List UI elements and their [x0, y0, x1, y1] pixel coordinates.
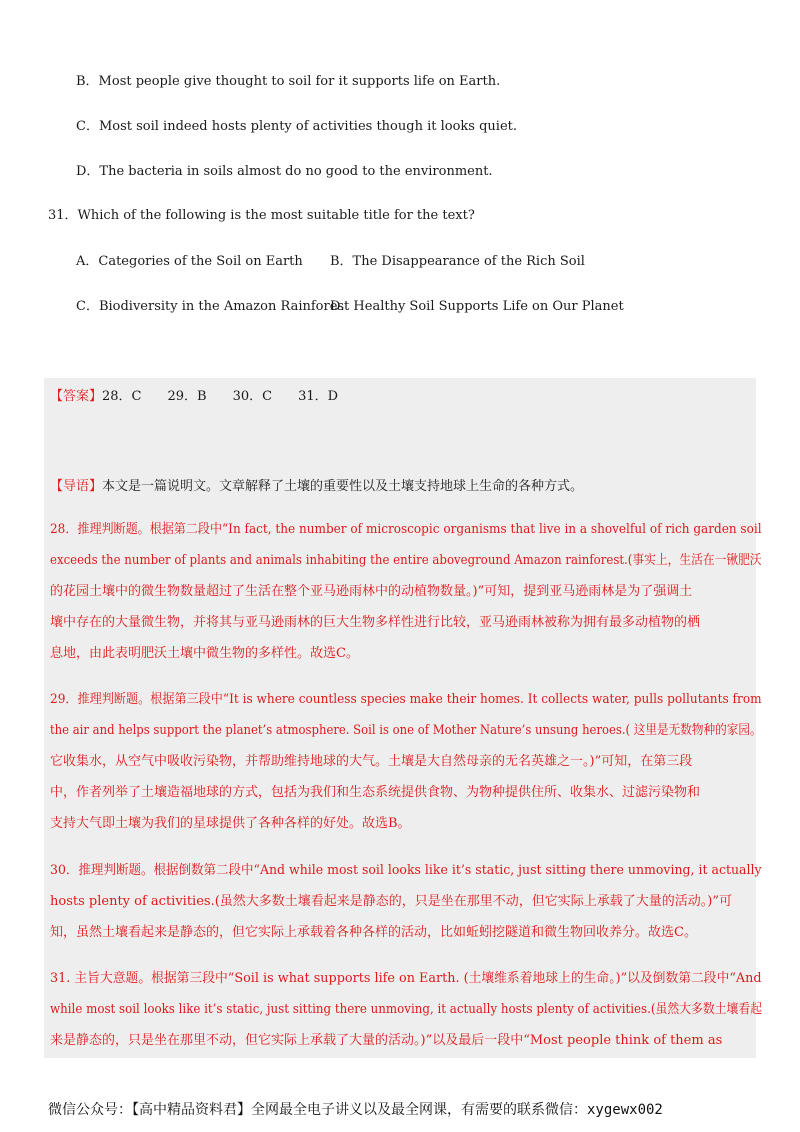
guide-tag: 【导语】 — [50, 479, 103, 494]
explanation-line: 的花园土壤中的微生物数量超过了生活在整个亚马逊雨林中的动植物数量。)”可知，提到亚马逊雨林是为了强调土 — [50, 584, 693, 599]
answer-31: 31．D — [298, 389, 339, 404]
q31-option-a: A．Categories of the Soil on Earth — [76, 254, 303, 269]
q30-option-b: B．Most people give thought to soil for it supports life on Earth. — [76, 74, 501, 89]
explanation-line: 它收集水，从空气中吸收污染物，并帮助维持地球的大气。土壤是大自然母亲的无名英雄之一。)”可知，在第三段 — [50, 754, 693, 769]
footer-text: 微信公众号：【高中精品资料君】全网最全电子讲义以及最全网课，有需要的联系微信： — [48, 1102, 587, 1118]
explanation-line: 壤中存在的大量微生物，并将其与亚马逊雨林的巨大生物多样性进行比较，亚马逊雨林被称为拥有最多动植物的栖 — [50, 615, 701, 630]
guide-text: 本文是一篇说明文。文章解释了土壤的重要性以及土壤支持地球上生命的各种方式。 — [102, 479, 584, 494]
explanation-line: 30．推理判断题。根据倒数第二段中“And while most soil looks like it’s static, just sitting there unmoving, it actually — [50, 863, 762, 878]
explanation-line: 中，作者列举了土壤造福地球的方式，包括为我们和生态系统提供食物、为物种提供住所、收集水、过滤污染物和 — [50, 785, 701, 800]
q31-option-c: C．Biodiversity in the Amazon Rainforest — [76, 299, 350, 314]
q31-stem: 31．Which of the following is the most suitable title for the text? — [48, 208, 475, 223]
explanation-line: 28．推理判断题。根据第二段中“In fact, the number of microscopic organisms that live in a shovelful of rich garden soil — [50, 522, 762, 537]
explanation-line: 息地，由此表明肥沃土壤中微生物的多样性。故选C。 — [50, 646, 359, 661]
answer-tag: 【答案】 — [50, 389, 103, 404]
q30-option-d: D．The bacteria in soils almost do no good to the environment. — [76, 164, 493, 179]
answer-29: 29．B — [167, 389, 207, 404]
explanation-line: hosts plenty of activities.(虽然大多数土壤看起来是静态的，只是坐在那里不动，但它实际上承载了大量的活动。)”可 — [50, 894, 732, 909]
explanation-line: the air and helps support the planet’s atmosphere. Soil is one of Mother Nature’s unsung heroes.( 这里是无数物种的家园。 — [50, 723, 762, 738]
footer-wechat-id: xygewx002 — [587, 1102, 663, 1118]
explanation-line: while most soil looks like it’s static, just sitting there unmoving, it actually hosts plenty of activities.(虽然大多数土壤看起 — [50, 1002, 763, 1017]
explanation-line: 知，虽然土壤看起来是静态的，但它实际上承载着各种各样的活动，比如蚯蚓挖隧道和微生物回收养分。故选C。 — [50, 925, 697, 940]
answer-28: 28．C — [102, 389, 142, 404]
explanation-line: exceeds the number of plants and animals inhabiting the entire aboveground Amazon rainforest.(事实上，生活在一锹肥沃 — [50, 553, 762, 568]
explanation-line: 29．推理判断题。根据第三段中“It is where countless species make their homes. It collects water, pulls pollutants from — [50, 692, 762, 707]
q30-option-c: C．Most soil indeed hosts plenty of activities though it looks quiet. — [76, 119, 517, 134]
q31-option-d: D．Healthy Soil Supports Life on Our Planet — [330, 299, 624, 314]
explanation-line: 31. 主旨大意题。根据第三段中“Soil is what supports life on Earth. (土壤维系着地球上的生命。)”以及倒数第二段中“And — [50, 971, 762, 986]
guide-line — [50, 478, 583, 496]
q31-option-b: B．The Disappearance of the Rich Soil — [330, 254, 585, 269]
answer-line — [50, 388, 338, 406]
explanation-line: 支持大气即土壤为我们的星球提供了各种各样的好处。故选B。 — [50, 816, 411, 831]
answer-30: 30．C — [232, 389, 273, 404]
explanation-line: 来是静态的，只是坐在那里不动，但它实际上承载了大量的活动。)”以及最后一段中“Most people think of them as — [50, 1033, 723, 1048]
footer — [48, 1100, 663, 1120]
